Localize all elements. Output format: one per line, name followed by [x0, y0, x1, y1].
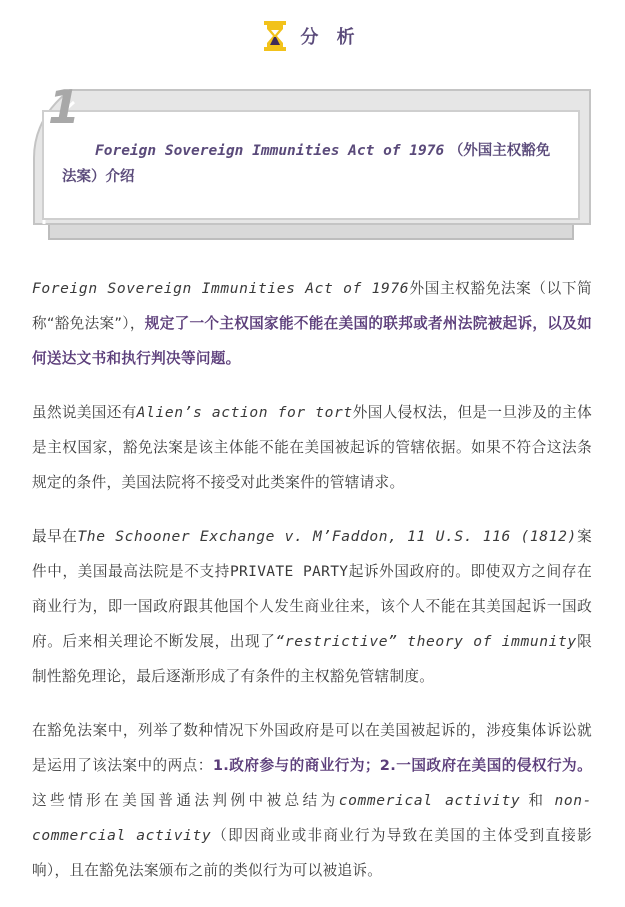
- paragraph-1: [32, 271, 592, 376]
- text: 在豁免法案中，列举了数种情况下外国政府是可以在美国被起诉的，涉疫集体诉讼就是运用了该法案中的两点：: [32, 722, 592, 774]
- text: 外国主权豁免法案（以下简称“豁免法案”），: [32, 280, 593, 332]
- text: 限制性豁免理论，最后逐渐形成了有条件的主权豁免管辖制度。: [32, 633, 592, 685]
- paragraph-3: [32, 519, 592, 694]
- law-name: Alien’s action for tort: [136, 404, 353, 421]
- theory-name: “restrictive” theory of immunity: [275, 633, 577, 650]
- header-title: 分 析: [300, 27, 361, 48]
- highlight-text: 1.政府参与的商业行为；2.一国政府在美国的侵权行为。: [212, 757, 592, 774]
- text: （即因商业或非商业行为导致在美国的主体受到直接影响），且在豁免法案颁布之前的类似行为可以被追诉。: [32, 827, 592, 879]
- section-title-en: Foreign Sovereign Immunities Act of 1976: [95, 143, 445, 159]
- text: 外国人侵权法，但是一旦涉及的主体是主权国家，豁免法案是该主体能不能在美国被起诉的管辖依据。如果不符合这法条规定的条件，美国法院将不接受对此类案件的管辖请求。: [32, 404, 592, 491]
- text: 最早在: [32, 528, 78, 545]
- act-name: Foreign Sovereign Immunities Act of 1976: [32, 280, 410, 297]
- term: commerical activity: [338, 792, 521, 809]
- text: 和: [520, 792, 555, 809]
- term: non-commercial activity: [32, 792, 592, 844]
- paragraph-2: [32, 395, 592, 500]
- section-header: [0, 18, 625, 54]
- paragraph-4: [32, 713, 592, 888]
- section-card: [30, 80, 592, 248]
- section-title: [62, 138, 562, 190]
- text: 起诉外国政府的。即使双方之间存在商业行为，即一国政府跟其他国个人发生商业往来，该个人不能在其美国起诉一国政府。后来相关理论不断发展，出现了: [32, 563, 592, 650]
- text: 案件中，美国最高法院是不支持: [32, 528, 592, 580]
- hourglass-icon: [264, 21, 286, 51]
- section-number: 1: [48, 80, 81, 134]
- case-citation: The Schooner Exchange v. M’Faddon, 11 U.S. 116 (1812): [77, 528, 577, 545]
- highlight-text: 规定了一个主权国家能不能在美国的联邦或者州法院被起诉，以及如何送达文书和执行判决等问题。: [32, 315, 592, 367]
- text: 虽然说美国还有: [32, 404, 137, 421]
- section-title-zh: （外国主权豁免法案）介绍: [62, 143, 551, 185]
- text: 这些情形在美国普通法判例中被总结为: [32, 792, 339, 809]
- article-body: [32, 271, 592, 907]
- term: PRIVATE PARTY: [229, 563, 349, 580]
